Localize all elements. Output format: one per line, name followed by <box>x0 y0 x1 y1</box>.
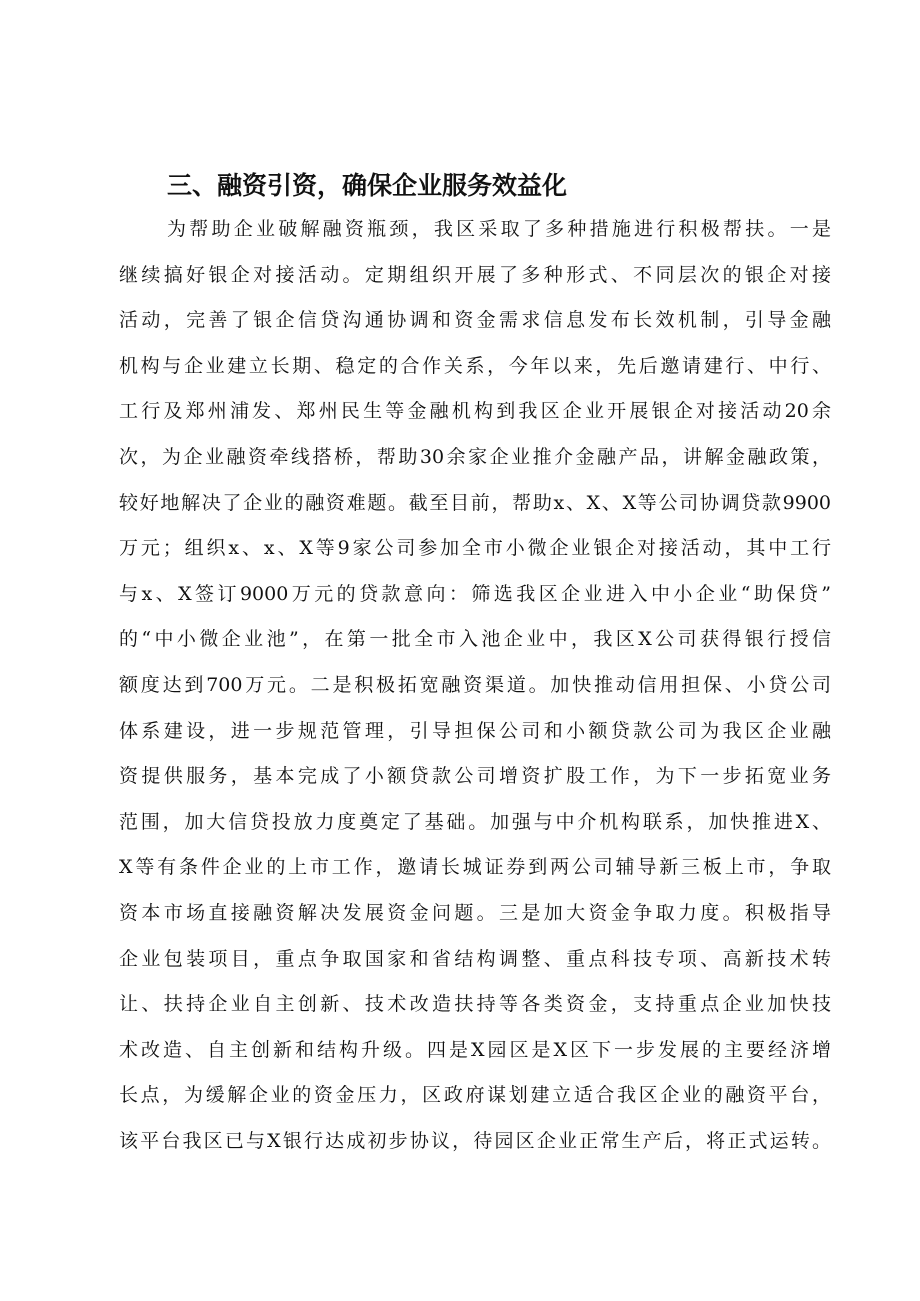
paragraph-line-10: 的“中小微企业池”，在第一批全市入池企业中，我区X公司获得银行授信 <box>119 628 831 651</box>
paragraph-line-3: 活动，完善了银企信贷沟通协调和资金需求信息发布长效机制，引导金融 <box>119 309 831 332</box>
paragraph-line-6: 次，为企业融资牵线搭桥，帮助30余家企业推介金融产品，讲解金融政策， <box>119 445 831 468</box>
paragraph-line-7: 较好地解决了企业的融资难题。截至目前，帮助x、X、X等公司协调贷款9900 <box>119 491 831 514</box>
paragraph-line-8: 万元；组织x、x、X等9家公司参加全市小微企业银企对接活动，其中工行 <box>119 537 831 560</box>
paragraph-line-15: X等有条件企业的上市工作，邀请长城证券到两公司辅导新三板上市，争取 <box>119 856 831 879</box>
paragraph-line-13: 资提供服务，基本完成了小额贷款公司增资扩股工作，为下一步拓宽业务 <box>119 765 831 788</box>
paragraph-line-11: 额度达到700万元。二是积极拓宽融资渠道。加快推动信用担保、小贷公司 <box>119 673 831 696</box>
paragraph-line-16: 资本市场直接融资解决发展资金问题。三是加大资金争取力度。积极指导 <box>119 901 831 924</box>
paragraph-line-12: 体系建设，进一步规范管理，引导担保公司和小额贷款公司为我区企业融 <box>119 719 831 742</box>
paragraph-line-2: 继续搞好银企对接活动。定期组织开展了多种形式、不同层次的银企对接 <box>119 263 831 286</box>
paragraph-line-4: 机构与企业建立长期、稳定的合作关系，今年以来，先后邀请建行、中行、 <box>119 354 831 377</box>
paragraph-line-20: 长点，为缓解企业的资金压力，区政府谋划建立适合我区企业的融资平台， <box>119 1084 831 1107</box>
paragraph-line-21: 该平台我区已与X银行达成初步协议，待园区企业正常生产后，将正式运转。 <box>119 1129 831 1152</box>
paragraph-line-5: 工行及郑州浦发、郑州民生等金融机构到我区企业开展银企对接活动20余 <box>119 400 831 423</box>
paragraph-line-1: 为帮助企业破解融资瓶颈，我区采取了多种措施进行积极帮扶。一是 <box>167 218 831 240</box>
paragraph-line-9: 与x、X签订9000万元的贷款意向：筛选我区企业进入中小企业“助保贷” <box>119 582 831 605</box>
paragraph-line-17: 企业包装项目，重点争取国家和省结构调整、重点科技专项、高新技术转 <box>119 947 831 970</box>
body-paragraph <box>119 207 831 1164</box>
paragraph-line-19: 术改造、自主创新和结构升级。四是X园区是X区下一步发展的主要经济增 <box>119 1038 831 1061</box>
paragraph-line-14: 范围，加大信贷投放力度奠定了基础。加强与中介机构联系，加快推进X、 <box>119 810 831 833</box>
paragraph-line-18: 让、扶持企业自主创新、技术改造扶持等各类资金，支持重点企业加快技 <box>119 993 831 1016</box>
section-heading: 三、融资引资，确保企业服务效益化 <box>167 171 568 200</box>
